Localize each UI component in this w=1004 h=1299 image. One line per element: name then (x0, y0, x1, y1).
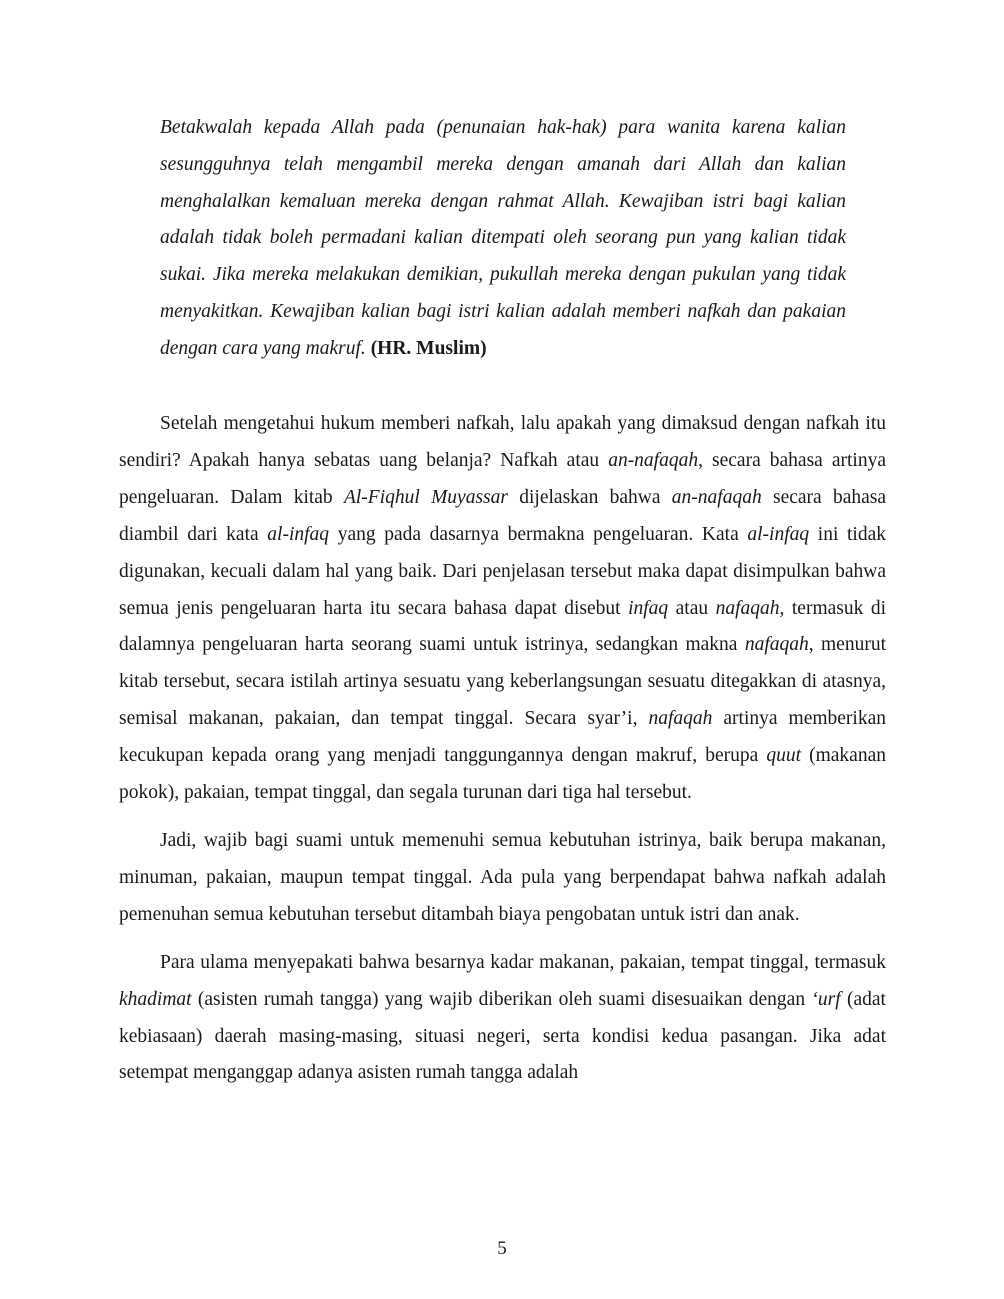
paragraph-nafkah-definition (119, 406, 886, 812)
text-run: , menurut kitab tersebut, secara istilah artinya sesuatu yang keberlangsungan sesuatu ditegakkan di atasnya, semisal makanan, pakaian, dan tempat tinggal. Secara syar’i, (119, 634, 886, 730)
text-run: (adat kebiasaan) daerah masing-masing, situasi negeri, serta kondisi kedua pasangan. Jika adat setempat menganggap adanya asisten rumah tangga adalah (119, 988, 886, 1084)
page-number: 5 (497, 1238, 507, 1259)
arabic-term: quut (766, 745, 802, 767)
arabic-term: an-nafaqah (671, 486, 762, 508)
text-run: atau (668, 597, 716, 619)
arabic-term: nafaqah (744, 634, 809, 656)
hadith-quote (160, 110, 846, 368)
text-run: (asisten rumah tangga) yang wajib diberikan oleh suami disesuaikan dengan (191, 988, 812, 1010)
hadith-quote-text: Betakwalah kepada Allah pada (penunaian hak-hak) para wanita karena kalian sesungguhnya telah mengambil mereka dengan amanah dari Allah dan kalian menghalalkan kemaluan mereka dengan rahmat Allah. Kewajiban istri bagi kalian adalah tidak boleh permadani kalian ditempati oleh seorang pun yang kalian tidak sukai. Jika mereka melakukan demikian, pukullah mereka dengan pukulan yang tidak menyakitkan. Kewajiban kalian bagi istri kalian adalah memberi nafkah dan pakaian dengan cara yang makruf. (160, 117, 846, 359)
arabic-term: infaq (628, 597, 669, 619)
arabic-term: nafaqah, (715, 597, 785, 619)
text-run: artinya memberikan kecukupan kepada orang yang menjadi tanggungannya dengan makruf, berupa (119, 708, 886, 767)
text-run: Para ulama menyepakati bahwa besarnya kadar makanan, pakaian, tempat tinggal, termasuk (160, 951, 886, 973)
arabic-term: khadimat (119, 988, 192, 1010)
book-title: Al-Fiqhul Muyassar (343, 486, 508, 508)
text-run: dijelaskan bahwa (507, 486, 672, 508)
arabic-term: ‘urf (811, 988, 841, 1010)
paragraph-ulama-agreement (119, 945, 886, 1093)
text-run: yang pada dasarnya bermakna pengeluaran. Kata (329, 523, 748, 545)
body-text (119, 406, 886, 1103)
arabic-term: al-infaq (747, 523, 810, 545)
arabic-term: an-nafaqah (608, 449, 699, 471)
hadith-source: (HR. Muslim) (370, 337, 487, 359)
text-run: (makanan pokok), pakaian, tempat tinggal, dan segala turunan dari tiga hal tersebut. (119, 745, 886, 804)
text-run: Setelah mengetahui hukum memberi nafkah, lalu apakah yang dimaksud dengan nafkah itu sendiri? Apakah hanya sebatas uang belanja? Nafkah atau (119, 413, 886, 471)
arabic-term: nafaqah (648, 708, 713, 730)
text-run: ini tidak digunakan, kecuali dalam hal yang baik. Dari penjelasan tersebut maka dapat disimpulkan bahwa semua jenis pengeluaran harta itu secara bahasa dapat disebut (119, 523, 886, 619)
arabic-term: al-infaq (267, 523, 330, 545)
text-run: termasuk di dalamnya pengeluaran harta seorang suami untuk istrinya, sedangkan makna (119, 597, 887, 656)
text-run: secara bahasa diambil dari kata (119, 486, 887, 545)
text-run: , secara bahasa artinya pengeluaran. Dalam kitab (119, 449, 886, 508)
paragraph-husband-obligation: Jadi, wajib bagi suami untuk memenuhi semua kebutuhan istrinya, baik berupa makanan, minuman, pakaian, maupun tempat tinggal. Ada pula yang berpendapat bahwa nafkah adalah pemenuhan semua kebutuhan tersebut ditambah biaya pengobatan untuk istri dan anak. (119, 829, 886, 925)
